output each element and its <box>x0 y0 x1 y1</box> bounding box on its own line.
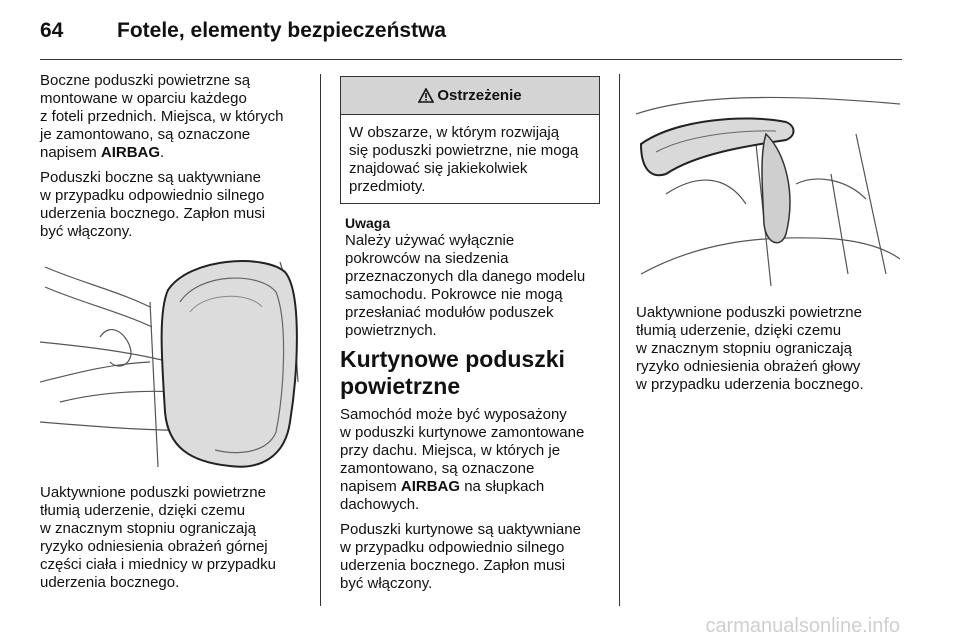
page-header <box>0 0 960 62</box>
right-column-caption <box>636 304 900 401</box>
curtain-airbag-paragraph-2: Poduszki kurtynowe są uaktywniane w przypadku odpowiednio silnego uderzenia bocznego. Zapłon musi być włączony. <box>340 521 581 592</box>
warning-title: Ostrzeżenie <box>437 87 522 104</box>
text-span: na słupkach dachowych. <box>340 478 545 513</box>
note-block <box>345 214 610 347</box>
left-column-caption <box>40 484 310 599</box>
warning-triangle-icon <box>418 88 434 103</box>
airbag-label: AIRBAG <box>100 144 161 161</box>
section-heading: Kurtynowe poduszki powietrzne <box>340 346 565 399</box>
text-span: Samochód może być wyposażony w poduszki kurtynowe zamontowane przy dachu. Miejsca, w których je zamontowano, są oznaczone napisem <box>340 406 585 495</box>
left-column-text <box>40 72 310 248</box>
page-number: 64 <box>40 19 64 42</box>
airbag-label: AIRBAG <box>400 478 461 495</box>
text-span: . <box>160 144 165 161</box>
curtain-airbag-section <box>340 346 610 600</box>
column-divider-2 <box>619 74 620 606</box>
warning-text: W obszarze, w którym rozwijają się poduszki powietrzne, nie mogą znajdować się jakiekolwiek przedmioty. <box>349 124 579 195</box>
header-divider <box>40 59 902 60</box>
text-span: Boczne poduszki powietrzne są montowane w oparciu każdego z foteli przednich. Miejsca, w których je zamontowano, są oznaczone napisem <box>40 72 284 161</box>
warning-header <box>341 77 599 115</box>
note-title: Uwaga <box>345 215 391 231</box>
curtain-airbag-illustration <box>636 74 900 286</box>
watermark: carmanualsonline.info <box>705 615 900 637</box>
curtain-airbag-drawing <box>636 74 900 286</box>
note-text: Należy używać wyłącznie pokrowców na siedzenia przeznaczonych dla danego modelu samochodu. Pokrowce nie mogą przesłaniać modułów poduszek powietrznych. <box>345 232 586 339</box>
curtain-airbag-caption: Uaktywnione poduszki powietrzne tłumią uderzenie, dzięki czemu w znacznym stopniu ograniczają ryzyko odniesienia obrażeń głowy w przypadku uderzenia bocznego. <box>636 304 864 393</box>
warning-box <box>340 76 600 204</box>
column-divider-1 <box>320 74 321 606</box>
side-airbag-drawing <box>40 252 304 470</box>
side-airbag-paragraph-1 <box>40 72 310 162</box>
side-airbag-illustration <box>40 252 304 470</box>
side-airbag-paragraph-2: Poduszki boczne są uaktywniane w przypadku odpowiednio silnego uderzenia bocznego. Zapłon musi być włączony. <box>40 169 266 240</box>
curtain-airbag-paragraph-1 <box>340 406 610 514</box>
side-airbag-caption: Uaktywnione poduszki powietrzne tłumią uderzenie, dzięki czemu w znacznym stopniu ograniczają ryzyko odniesienia obrażeń górnej części ciała i miednicy w przypadku uderzenia bocznego. <box>40 484 276 591</box>
page-title: Fotele, elementy bezpieczeństwa <box>117 19 447 42</box>
